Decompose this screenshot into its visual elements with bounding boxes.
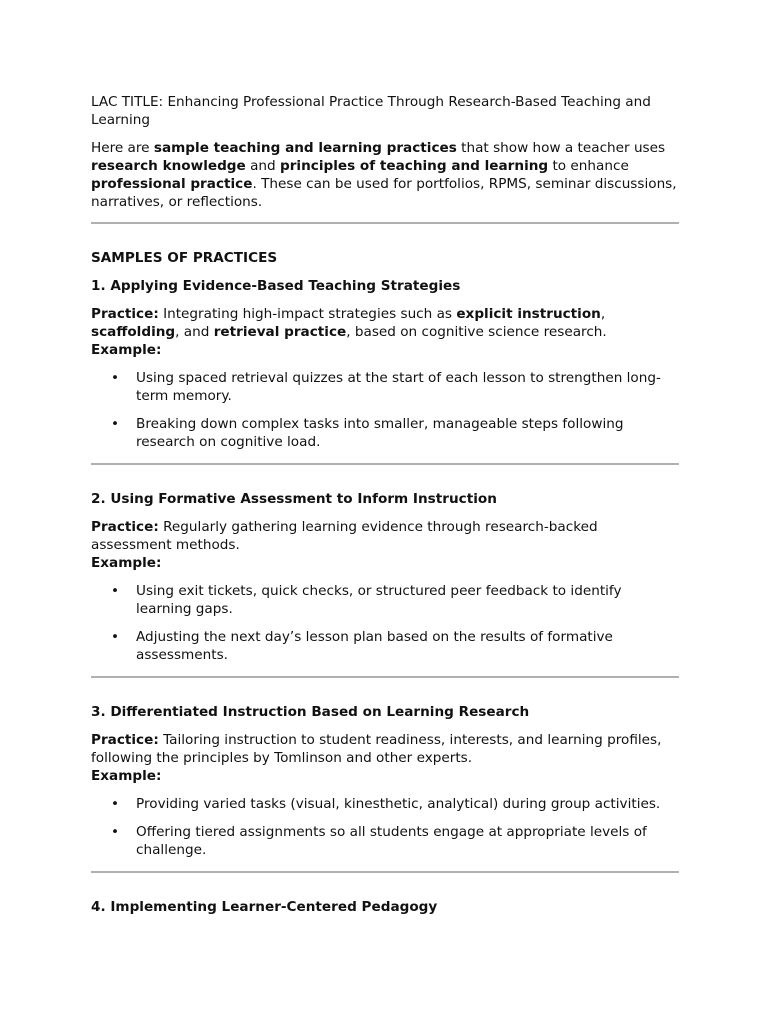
intro-bold: research knowledge xyxy=(91,158,246,174)
intro-bold: sample teaching and learning practices xyxy=(153,140,457,156)
intro-text: Here are xyxy=(91,140,154,156)
intro-text: to enhance xyxy=(548,158,629,174)
section-4-heading: 4. Implementing Learner-Centered Pedagogy xyxy=(91,899,438,915)
practice-text: Tailoring instruction to student readiness, interests, and learning profiles, following the principles by Tomlinson and other experts. xyxy=(91,732,662,766)
intro-bold: professional practice xyxy=(91,176,253,192)
intro-text: that show how a teacher uses xyxy=(456,140,666,156)
intro-bold: principles of teaching and learning xyxy=(279,158,549,174)
practice-text: Regularly gathering learning evidence through research-backed assessment methods. xyxy=(91,519,598,553)
practice-text: , and xyxy=(175,324,214,340)
practice-bold: retrieval practice xyxy=(213,324,347,340)
section-1-examples xyxy=(91,369,679,451)
practice-bold: explicit instruction xyxy=(456,306,601,322)
section-3-heading: 3. Differentiated Instruction Based on Learning Research xyxy=(91,704,530,720)
section-divider xyxy=(91,463,679,465)
practice-text: , based on cognitive science research. xyxy=(346,324,607,340)
practice-text: , xyxy=(600,306,606,322)
example-label: Example: xyxy=(91,768,162,784)
practice-bold: scaffolding xyxy=(91,324,176,340)
section-divider xyxy=(91,676,679,678)
example-label: Example: xyxy=(91,555,162,571)
list-item: • Using exit tickets, quick checks, or structured peer feedback to identify learning gaps. xyxy=(91,582,679,618)
intro-text: . These can be used for portfolios, RPMS, seminar discussions, narratives, or reflections. xyxy=(91,176,677,210)
list-item: • Offering tiered assignments so all students engage at appropriate levels of challenge. xyxy=(91,823,679,859)
intro-paragraph xyxy=(91,139,679,211)
practice-label: Practice: xyxy=(91,732,159,748)
section-2-heading: 2. Using Formative Assessment to Inform Instruction xyxy=(91,491,497,507)
list-item: • Breaking down complex tasks into smaller, manageable steps following research on cognitive load. xyxy=(91,415,679,451)
section-2-practice xyxy=(91,518,679,554)
document-page xyxy=(91,93,679,926)
samples-heading: SAMPLES OF PRACTICES xyxy=(91,250,278,266)
section-3-examples xyxy=(91,795,679,859)
practice-label: Practice: xyxy=(91,306,159,322)
section-1-practice xyxy=(91,305,679,341)
section-3-practice xyxy=(91,731,679,767)
lac-title: LAC TITLE: Enhancing Professional Practice Through Research-Based Teaching and Learning xyxy=(91,94,651,128)
list-item: • Providing varied tasks (visual, kinesthetic, analytical) during group activities. xyxy=(91,795,679,813)
section-2-examples xyxy=(91,582,679,664)
intro-text: and xyxy=(245,158,280,174)
example-label: Example: xyxy=(91,342,162,358)
list-item: • Adjusting the next day’s lesson plan based on the results of formative assessments. xyxy=(91,628,679,664)
section-1-heading: 1. Applying Evidence-Based Teaching Strategies xyxy=(91,278,461,294)
list-item: • Using spaced retrieval quizzes at the start of each lesson to strengthen long-term memory. xyxy=(91,369,679,405)
section-divider xyxy=(91,871,679,873)
practice-label: Practice: xyxy=(91,519,159,535)
practice-text: Integrating high-impact strategies such as xyxy=(158,306,457,322)
section-divider xyxy=(91,222,679,224)
